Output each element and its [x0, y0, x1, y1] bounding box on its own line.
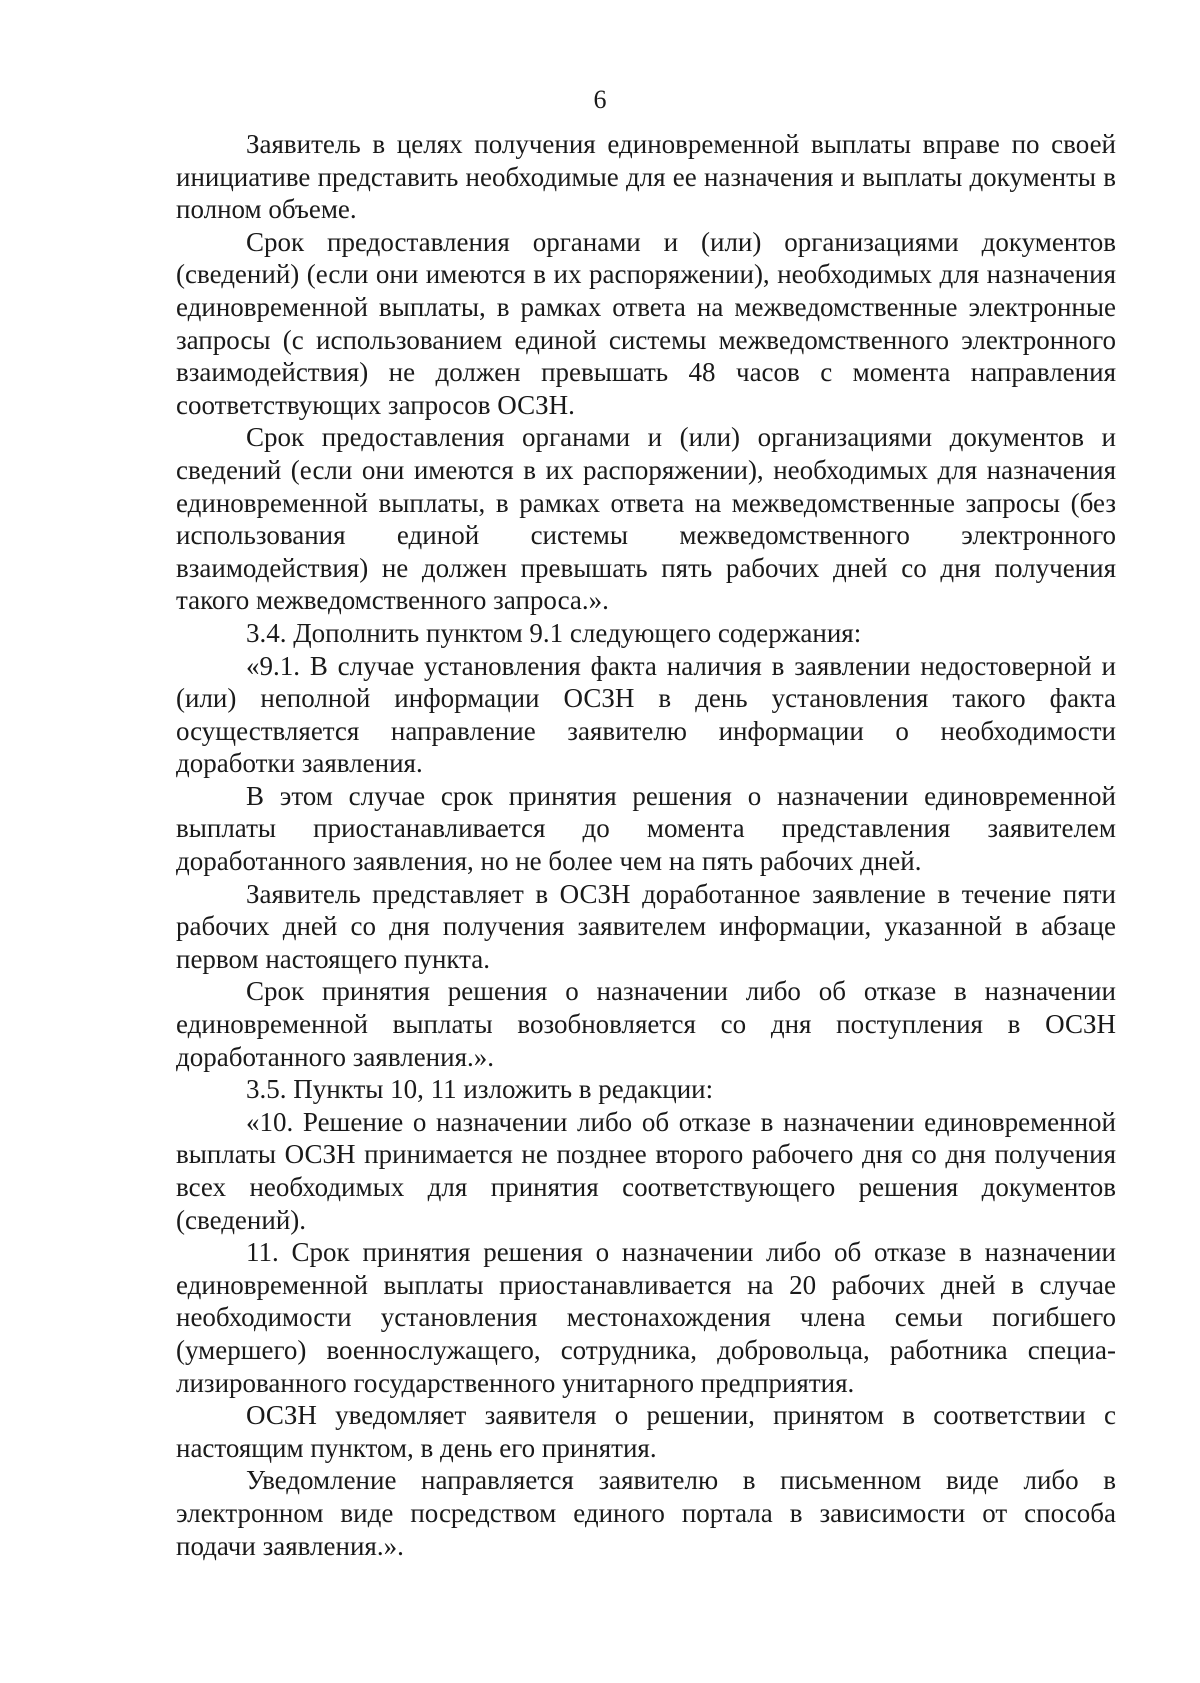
paragraph-revised-application: Заявитель представляет в ОСЗН доработанное заявление в течение пяти рабочих дней со дня получения заявителем информации, указанной в абзаце первом настоящего пункта.: [176, 878, 1116, 974]
paragraph-resumption: Срок принятия решения о назначении либо об отказе в назначении единовременной выплаты возобновляется со дня поступления в ОСЗН доработанного заявления.».: [176, 976, 1116, 1072]
paragraph-suspension: В этом случае срок принятия решения о назначении единовременной выплаты приостанавливается до момента представления заявителем доработанного заявления, но не более чем на пять рабочих дней.: [176, 780, 1116, 877]
paragraph-amendment-3-5: 3.5. Пункты 10, 11 изложить в редакции:: [246, 1074, 714, 1105]
paragraph-notification-method: Уведомление направляется заявителю в письменном виде либо в электронном виде посредством единого портала в зависимости от способа подачи заявления.».: [176, 1465, 1116, 1561]
document-body: [176, 128, 1116, 1562]
paragraph-non-electronic-request-term: Срок предоставления органами и (или) организациями документов и сведений (если они имеются в их распоряжении), необходимых для назначения единовременной выплаты, в рамках ответа на межведомственные запросы (без использования единой системы межведомственного электронного взаимодействия) не должен превышать пять рабочих дней со дня получения такого межведомственного запроса.».: [176, 422, 1116, 616]
paragraph-amendment-3-4: 3.4. Дополнить пунктом 9.1 следующего содержания:: [246, 617, 862, 648]
paragraph-clause-9-1: «9.1. В случае установления факта наличия в заявлении недостоверной и (или) неполной информации ОСЗН в день установления такого факта осуществляется направление заявителю информации о необходимости доработки заявления.: [176, 650, 1116, 779]
paragraph-applicant-right: Заявитель в целях получения единовременной выплаты вправе по своей инициативе представить необходимые для ее назначения и выплаты документы в полном объеме.: [176, 129, 1116, 225]
paragraph-electronic-request-term: Срок предоставления органами и (или) организациями документов (сведений) (если они имеются в их распоряжении), необходимых для назначения единовременной выплаты, в рамках ответа на межведомственные электронные запросы (с использованием единой системы межведомственного электронного взаимодействия) не должен превышать 48 часов с момента направления соответствующих запросов ОСЗН.: [176, 226, 1116, 420]
paragraph-clause-11: 11. Срок принятия решения о назначении либо об отказе в назначении единовременной выплаты приостанавливается на 20 рабочих дней в случае необходимости установления местонахождения члена семьи погибшего (умершего) военнослужащего, сотрудника, добровольца, работника специализированного государственного унитарного предприятия.: [176, 1237, 1116, 1398]
page-number: 6: [593, 85, 607, 114]
paragraph-clause-10: «10. Решение о назначении либо об отказе в назначении единовременной выплаты ОСЗН принимается не позднее второго рабочего дня со дня получения всех необходимых для принятия соответствующего решения документов (сведений).: [176, 1106, 1116, 1235]
paragraph-notification: ОСЗН уведомляет заявителя о решении, принятом в соответствии с настоящим пунктом, в день его принятия.: [176, 1400, 1116, 1463]
